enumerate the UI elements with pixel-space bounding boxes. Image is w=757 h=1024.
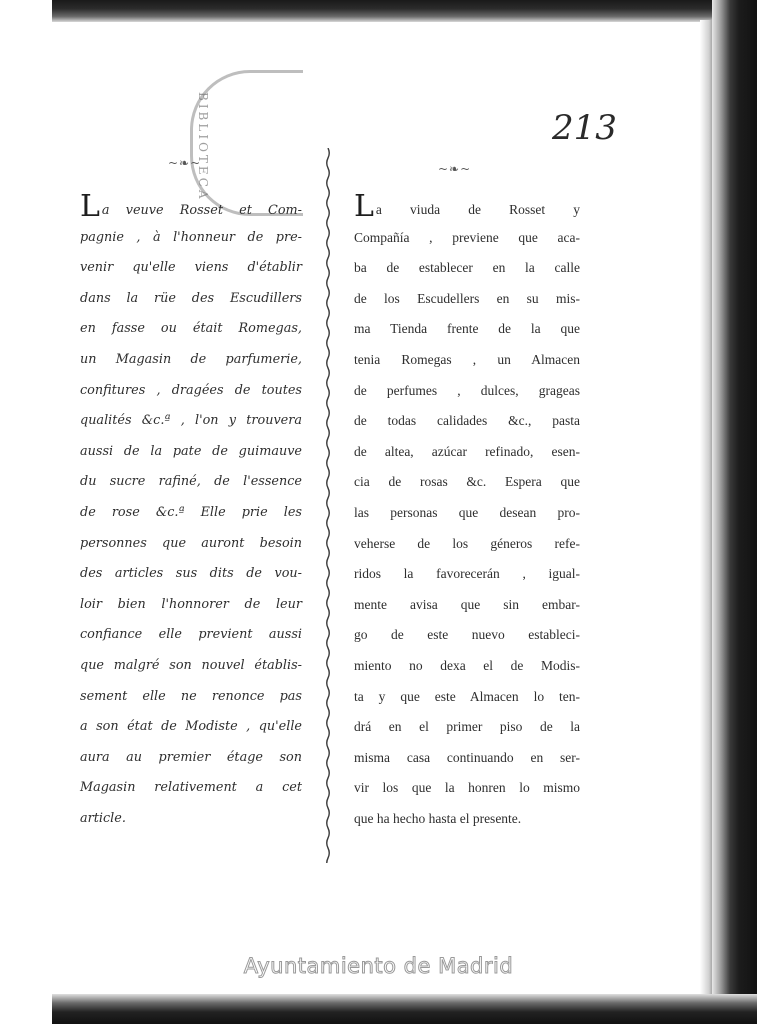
french-line: aura au premier étage son bbox=[80, 749, 302, 765]
ornament-left: ~❧~ bbox=[168, 156, 202, 170]
column-divider bbox=[325, 148, 331, 863]
french-line: Magasin relativement a cet bbox=[80, 780, 302, 796]
spanish-line: que ha hecho hasta el presente. bbox=[354, 810, 522, 826]
french-column bbox=[80, 189, 302, 834]
french-line: article. bbox=[80, 810, 126, 826]
page-number: 213 bbox=[552, 108, 617, 148]
scan-edge-right bbox=[712, 0, 757, 1024]
spanish-line: de los Escudellers en su mis- bbox=[354, 290, 580, 306]
spanish-line: veherse de los géneros refe- bbox=[354, 535, 580, 551]
french-line: a son état de Modiste , qu'elle bbox=[80, 719, 302, 735]
french-line: du sucre rafiné, de l'essence bbox=[80, 474, 302, 490]
french-line: en fasse ou était Romegas, bbox=[80, 321, 302, 337]
french-line: qualités &c.ª , l'on y trouvera bbox=[80, 413, 302, 429]
spanish-line: de perfumes , dulces, grageas bbox=[354, 382, 580, 398]
spanish-column bbox=[354, 189, 580, 834]
french-line: personnes que auront besoin bbox=[80, 535, 302, 551]
spanish-line: Compañía , previene que aca- bbox=[354, 229, 580, 245]
spanish-line: vir los que la honren lo mismo bbox=[354, 780, 580, 796]
spanish-line: cia de rosas &c. Espera que bbox=[354, 474, 580, 490]
spanish-line: las personas que desean pro- bbox=[354, 504, 580, 520]
spanish-line: de altea, azúcar refinado, esen- bbox=[354, 443, 580, 459]
french-drop-cap: L bbox=[80, 189, 100, 224]
ornament-right: ~❧~ bbox=[438, 162, 472, 176]
french-line: de rose &c.ª Elle prie les bbox=[80, 504, 302, 520]
spanish-line: ridos la favorecerán , igual- bbox=[354, 566, 580, 582]
french-line: sement elle ne renonce pas bbox=[80, 688, 302, 704]
spanish-line bbox=[354, 189, 580, 224]
scan-margin-left bbox=[0, 0, 56, 1024]
french-line: confitures , dragées de toutes bbox=[80, 382, 302, 398]
spanish-line: misma casa continuando en ser- bbox=[354, 749, 580, 765]
spanish-line: miento no dexa el de Modis- bbox=[354, 657, 580, 673]
spanish-line: tenia Romegas , un Almacen bbox=[354, 351, 580, 367]
library-stamp-text: BIBLIOTECA bbox=[196, 92, 210, 202]
scan-edge-top bbox=[52, 0, 752, 22]
french-line: aussi de la pate de guimauve bbox=[80, 443, 302, 459]
french-line: confiance elle previent aussi bbox=[80, 627, 302, 643]
spanish-line: ba de establecer en la calle bbox=[354, 260, 580, 276]
french-line: que malgré son nouvel établis- bbox=[80, 657, 302, 673]
spanish-line: drá en el primer piso de la bbox=[354, 719, 580, 735]
scan-edge-bottom bbox=[52, 994, 757, 1024]
french-line: venir qu'elle viens d'établir bbox=[80, 260, 302, 276]
french-line: des articles sus dits de vou- bbox=[80, 566, 302, 582]
spanish-line: ma Tienda frente de la que bbox=[354, 321, 580, 337]
french-line: dans la rüe des Escudillers bbox=[80, 290, 302, 306]
spanish-line: mente avisa que sin embar- bbox=[354, 596, 580, 612]
spanish-line-text: a viuda de Rosset y bbox=[375, 202, 580, 217]
spanish-line: ta y que este Almacen lo ten- bbox=[354, 688, 580, 704]
spanish-line: go de este nuevo estableci- bbox=[354, 627, 580, 643]
spanish-drop-cap: L bbox=[354, 189, 374, 224]
french-line-text: a veuve Rosset et Com- bbox=[101, 203, 302, 218]
spanish-line: de todas calidades &c., pasta bbox=[354, 413, 580, 429]
watermark: Ayuntamiento de Madrid bbox=[243, 954, 514, 978]
french-line: pagnie , à l'honneur de pre- bbox=[80, 229, 302, 245]
french-line: un Magasin de parfumerie, bbox=[80, 351, 302, 367]
french-line: loir bien l'honnorer de leur bbox=[80, 596, 302, 612]
french-line bbox=[80, 189, 302, 224]
